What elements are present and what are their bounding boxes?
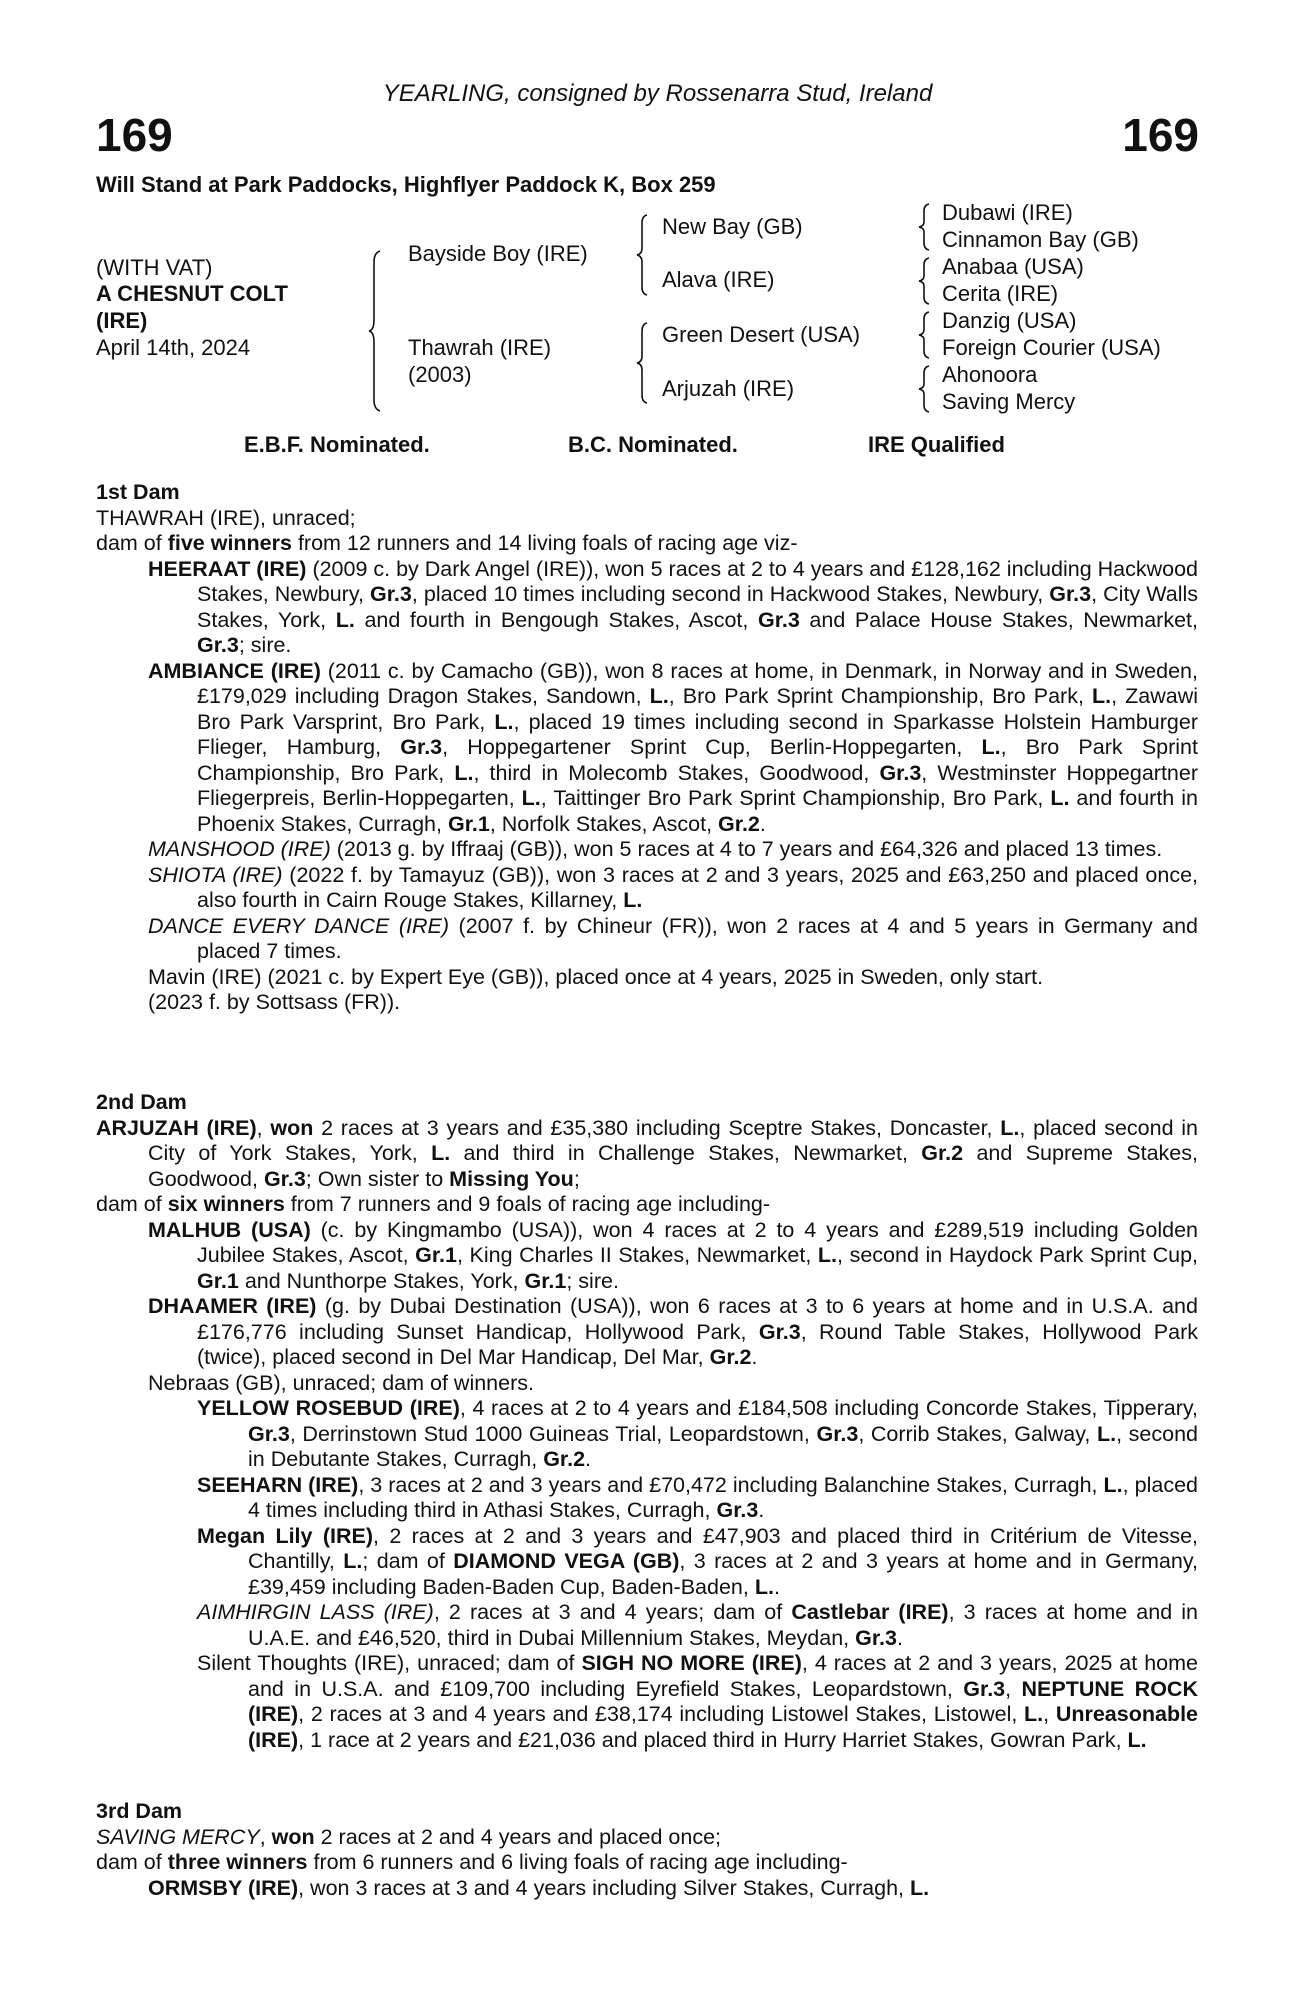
dam-summary [96,1116,1198,1193]
text: , placed 19 times including second in Sparkasse Holstein Hamburger Flieger, Hamburg, [197,709,1198,759]
text: ; sire. [238,633,292,657]
pedigree-brace [368,250,384,412]
text: , Round Table Stakes, Hollywood Park (twice), placed second in Del Mar Handicap, Del Mar, [197,1319,1198,1369]
text: , Taittinger Bro Park Sprint Championship, Bro Park, [540,786,1051,810]
produce-entry [96,837,1198,863]
dam-summary [96,1192,1198,1218]
text: and third in Challenge Stakes, Newmarket, [450,1141,922,1165]
bold-text: Gr.2 [543,1447,586,1471]
text: . [585,1447,592,1471]
bold-text: won [270,1115,314,1140]
text: and Palace House Stakes, Newmarket, [799,607,1198,632]
bold-text: Gr.3 [263,1166,306,1191]
bold-text: won [271,1824,315,1849]
ancestor: Danzig (USA) [942,308,1077,333]
text: . [751,1345,758,1369]
sire: Bayside Boy (IRE) [408,241,588,266]
text: , Bro Park Sprint Championship, Bro Park, [668,684,1092,708]
produce-entry [96,1396,1198,1473]
ancestor: Foreign Courier (USA) [942,335,1161,360]
first-dam-section [96,480,1198,1016]
bold-text: Gr.3 [400,735,443,759]
text: ; [573,1166,580,1191]
pedigree-brace [918,203,932,251]
produce-entry [96,1294,1198,1371]
text: (c. by Kingmambo (USA)), won 4 races at 2 to 4 years and £289,519 including Golden Jubilee Stakes, Ascot, [197,1217,1198,1267]
bold-text: SIGH NO MORE (IRE) [581,1651,802,1675]
bold-text: L. [431,1141,451,1165]
bold-text: five winners [167,531,292,555]
text: 2 races at 2 and 4 years and placed once; [314,1824,722,1849]
bold-text: L. [343,1549,363,1573]
bold-text: Gr.3 [248,1421,290,1446]
ancestor: Cinnamon Bay (GB) [942,227,1139,252]
bold-text: HEERAAT (IRE) [148,556,307,581]
italic-text: AIMHIRGIN LASS (IRE) [197,1600,434,1624]
text: ; Own sister to [305,1166,450,1191]
bold-text: ORMSBY (IRE) [148,1875,299,1900]
ancestor: Ahonoora [942,362,1038,387]
bold-text: L. [494,709,514,734]
pedigree-brace [636,322,650,404]
text: THAWRAH (IRE), unraced; [96,505,356,530]
italic-text: MANSHOOD (IRE) [148,837,331,861]
bold-text: L. [521,786,541,810]
bold-text: L. [454,760,474,785]
text: , 2 races at 2 and 3 years and £47,903 and placed third in Critérium de Vitesse, Chantilly, [248,1523,1199,1573]
text: and Nunthorpe Stakes, York, [238,1268,525,1293]
text: , placed 10 times including second in Hackwood Stakes, Newbury, [411,582,1050,606]
text: . [773,1574,780,1599]
third-dam-section [96,1799,1198,1901]
bold-text: Gr.3 [855,1625,897,1650]
sire-dam: Alava (IRE) [662,267,775,292]
bold-text: ARJUZAH (IRE) [96,1115,257,1140]
produce-entry [96,557,1198,659]
text: , second in Haydock Park Sprint Cup, [837,1243,1198,1267]
text: (2011 c. by Camacho (GB)), won 8 races at home, in Denmark, in Norway and in Sweden, £179,029 including Dragon Stakes, Sandown, [197,658,1198,708]
text: , 3 races at 2 and 3 years and £70,472 including Balanchine Stakes, Curragh, [358,1472,1104,1497]
produce-entry [96,1218,1198,1295]
text: (g. by Dubai Destination (USA)), won 6 races at 3 to 6 years at home and in U.S.A. and £176,776 including Sunset Handicap, Hollywood Park, [197,1294,1198,1344]
bold-text: three winners [167,1850,308,1874]
bold-text: L. [335,607,355,632]
bold-text: Gr.1 [524,1268,567,1293]
text: , 1 race at 2 years and £21,036 and placed third in Hurry Harriet Stakes, Gowran Park, [298,1727,1128,1752]
bold-text: L. [1096,1421,1117,1446]
text: , Zawawi Bro Park Varsprint, Bro Park, [197,684,1198,734]
dam-summary [96,506,1198,532]
produce-entry [96,965,1198,991]
text: (2022 f. by Tamayuz (GB)), won 3 races at 2 and 3 years, 2025 and £63,250 and placed once, also fourth in Cairn Rouge Stakes, Killarney, [197,862,1199,912]
bold-text: MALHUB (USA) [148,1217,311,1242]
dam-year: (2003) [408,362,472,387]
dam-dam: Arjuzah (IRE) [662,376,795,401]
produce-entry [96,1651,1198,1753]
text: ; dam of [362,1549,454,1573]
text: and Supreme Stakes, Goodwood, [148,1141,1198,1191]
italic-text: DANCE EVERY DANCE (IRE) [148,913,450,938]
pedigree-brace [918,257,932,305]
bold-text: L. [1091,684,1112,708]
dam-summary [96,1850,1198,1876]
text: , 2 races at 3 and 4 years; dam of [433,1600,792,1624]
text: (2013 g. by Iffraaj (GB)), won 5 races at 4 to 7 years and £64,326 and placed 13 times. [330,837,1163,861]
text: dam of [96,531,168,555]
text: Mavin (IRE) (2021 c. by Expert Eye (GB)), placed once at 4 years, 2025 in Sweden, only start. [148,964,1044,989]
text: dam of [96,1192,168,1216]
section-title: 1st Dam [96,480,180,504]
bold-text: Gr.3 [758,1319,801,1344]
bold-text: Gr.3 [1049,582,1092,606]
bold-text: L. [817,1243,838,1267]
bold-text: Gr.3 [197,633,239,657]
bold-text: YELLOW ROSEBUD (IRE) [197,1396,460,1420]
text: . [896,1625,903,1650]
bold-text: Gr.2 [921,1141,964,1165]
bold-text: Missing You [449,1166,574,1191]
section-title: 2nd Dam [96,1090,187,1114]
text: Nebraas (GB), unraced; dam of winners. [148,1370,534,1395]
text: , second in Debutante Stakes, Curragh, [248,1421,1198,1471]
italic-text: SAVING MERCY [96,1824,260,1849]
text: (2009 c. by Dark Angel (IRE)), won 5 races at 2 to 4 years and £128,162 including Hackwood Stakes, Newbury, [197,556,1199,606]
pedigree-brace [918,311,932,359]
ire-qualification: IRE Qualified [868,432,1005,457]
bold-text: L. [649,684,669,708]
text: , [256,1115,271,1140]
vat-note: (WITH VAT) [96,255,213,280]
text: , Westminster Hoppegartner Fliegerpreis, Berlin-Hoppegarten, [197,760,1198,810]
text: , placed second in City of York Stakes, York, [148,1115,1199,1165]
second-dam-section [96,1090,1198,1753]
ancestor: Anabaa (USA) [942,254,1084,279]
stand-location: Will Stand at Park Paddocks, Highflyer Paddock K, Box 259 [96,172,716,197]
bold-text: Gr.3 [716,1498,759,1522]
produce-entry [96,1600,1198,1651]
bold-text: Unreasonable (IRE) [248,1702,1199,1752]
produce-entry [96,1876,1198,1902]
produce-entry [96,990,1198,1016]
text: , placed 4 times including third in Athasi Stakes, Curragh, [248,1472,1198,1522]
text: , [259,1824,272,1849]
bold-text: six winners [167,1192,285,1216]
text: , Derrinstown Stud 1000 Guineas Trial, Leopardstown, [289,1421,817,1446]
bold-text: Gr.2 [709,1345,752,1369]
produce-entry [96,914,1198,965]
text: , [1005,1676,1022,1701]
bold-text: L. [1050,786,1070,810]
text: , 3 races at home and in U.A.E. and £46,520, third in Dubai Millennium Stakes, Meydan, [248,1600,1198,1650]
bold-text: DHAAMER (IRE) [148,1294,317,1318]
ancestor: Dubawi (IRE) [942,200,1073,225]
dam-sire: Green Desert (USA) [662,322,861,347]
bold-text: L. [981,735,1001,759]
consignment-heading: YEARLING, consigned by Rossenarra Stud, Ireland [382,80,933,107]
text: from 6 runners and 6 living foals of racing age including- [307,1850,848,1874]
text: , 4 races at 2 to 4 years and £184,508 including Concorde Stakes, Tipperary, [459,1396,1198,1420]
produce-entry [96,1371,1198,1397]
ancestor: Cerita (IRE) [942,281,1059,306]
sire-sire: New Bay (GB) [662,214,803,239]
dam-summary [96,531,1198,557]
text: , 2 races at 3 and 4 years and £38,174 including Listowel Stakes, Listowel, [298,1702,1025,1726]
lot-number-left: 169 [96,109,173,161]
text: , Bro Park Sprint Championship, Bro Park, [197,735,1198,785]
bc-nomination: B.C. Nominated. [568,432,738,457]
bold-text: L. [623,888,643,912]
text: 2 races at 3 years and £35,380 including Sceptre Stakes, Doncaster, [313,1115,1001,1140]
italic-text: SHIOTA (IRE) [148,862,283,887]
bold-text: Gr.1 [415,1243,457,1267]
text: , Hoppegartener Sprint Cup, Berlin-Hoppegarten, [442,735,982,759]
text: , City Walls Stakes, York, [197,582,1198,632]
horse-origin: (IRE) [96,308,148,333]
bold-text: Gr.3 [816,1421,859,1446]
text: Silent Thoughts (IRE), unraced; dam of [197,1651,582,1675]
text: from 7 runners and 9 foals of racing age including- [284,1192,771,1216]
bold-text: Gr.3 [370,582,412,606]
text: , won 3 races at 3 and 4 years including Silver Stakes, Curragh, [298,1875,910,1900]
text: (2007 f. by Chineur (FR)), won 2 races at 4 and 5 years in Germany and placed 7 times. [197,913,1198,963]
bold-text: Gr.3 [757,607,800,632]
bold-text: L. [754,1574,774,1599]
text: , third in Molecomb Stakes, Goodwood, [473,760,880,785]
ebf-nomination: E.B.F. Nominated. [244,432,430,457]
produce-entry [96,659,1198,838]
text: , 4 races at 2 and 3 years, 2025 at home and in U.S.A. and £109,700 including Eyrefield Stakes, Leopardstown, [248,1651,1198,1701]
dam: Thawrah (IRE) [408,335,552,360]
produce-entry [96,863,1198,914]
text: , Norfolk Stakes, Ascot, [489,811,719,836]
bold-text: L. [1127,1727,1147,1752]
bold-text: L. [1000,1115,1020,1140]
text: dam of [96,1850,168,1874]
dam-summary [96,1825,1198,1851]
bold-text: AMBIANCE (IRE) [148,658,321,683]
produce-entry [96,1524,1198,1601]
bold-text: L. [1103,1472,1123,1497]
horse-name: A CHESNUT COLT [96,281,288,306]
bold-text: Gr.3 [963,1676,1006,1701]
bold-text: Gr.1 [447,811,490,836]
bold-text: Gr.1 [197,1268,239,1293]
bold-text: Castlebar (IRE) [791,1600,949,1624]
text: . [758,1498,765,1522]
text: (2023 f. by Sottsass (FR)). [148,990,401,1014]
bold-text: L. [1024,1702,1044,1726]
text: from 12 runners and 14 living foals of racing age viz- [291,531,798,555]
bold-text: DIAMOND VEGA (GB) [453,1549,680,1573]
ancestor: Saving Mercy [942,389,1076,414]
produce-entry [96,1473,1198,1524]
text: and fourth in Phoenix Stakes, Curragh, [197,786,1198,836]
text: , Corrib Stakes, Galway, [858,1421,1097,1446]
text: and fourth in Bengough Stakes, Ascot, [354,607,758,632]
bold-text: L. [910,1875,930,1900]
bold-text: Gr.3 [879,760,922,785]
section-title: 3rd Dam [96,1799,183,1823]
text: , 3 races at 2 and 3 years at home and in Germany, £39,459 including Baden-Baden Cup, Baden-Baden, [248,1549,1198,1599]
text: ; sire. [566,1268,619,1293]
bold-text: SEEHARN (IRE) [197,1472,359,1497]
bold-text: NEPTUNE ROCK (IRE) [248,1676,1198,1726]
lot-number-right: 169 [1122,109,1199,161]
text: . [759,811,766,836]
bold-text: Gr.2 [718,811,760,836]
pedigree-brace [636,214,650,296]
foaling-date: April 14th, 2024 [96,335,251,360]
text: , King Charles II Stakes, Newmarket, [456,1243,818,1267]
bold-text: Megan Lily (IRE) [197,1523,373,1548]
text: , [1043,1702,1056,1726]
pedigree-brace [918,365,932,413]
